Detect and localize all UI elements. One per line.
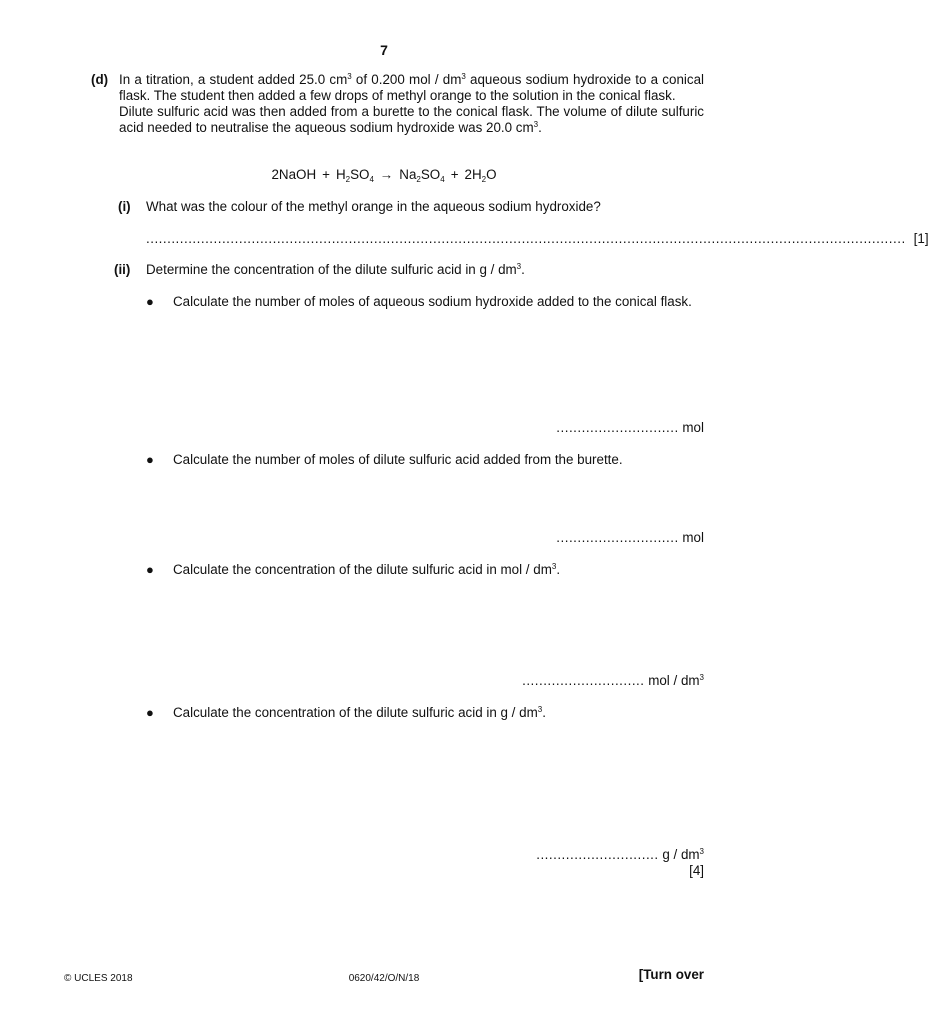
answer-line-i[interactable]: .................................................................................................................................................................................... [1] <box>146 231 929 246</box>
intro-paragraph-1: In a titration, a student added 25.0 $cm^3$ of 0.200 mol / $dm^3$ aqueous sodium hydroxide to a conical flask. The student then added a few drops of methyl orange to the solution in the conical flask. <box>119 72 704 103</box>
reaction-arrow: → <box>379 167 394 182</box>
sub-question-i-text: What was the colour of the methyl orange in the aqueous sodium hydroxide? <box>146 199 601 214</box>
turn-over-label: [Turn over <box>638 967 704 982</box>
unit-mol: mol <box>678 420 704 435</box>
sub-question-ii-label: (ii) <box>114 262 131 277</box>
answer-line-conc-g[interactable]: ............................. g / $dm^3$ <box>536 847 704 862</box>
sub-question-i-label: (i) <box>118 199 131 214</box>
intro-paragraph-2: Dilute sulfuric acid was then added from a burette to the conical flask. The volume of dilute sulfuric acid needed to neutralise the aqueous sodium hydroxide was 20.0 $cm^3$. <box>119 104 704 135</box>
unit-g-dm3: g / dm <box>658 847 700 862</box>
bullet-4-text: Calculate the concentration of the dilute sulfuric acid in g / $dm^3$. <box>173 705 546 720</box>
footer-copyright: © UCLES 2018 <box>64 973 133 984</box>
footer-paper-code: 0620/42/O/N/18 <box>348 973 420 984</box>
unit-mol: mol <box>678 530 704 545</box>
bullet-2-text: Calculate the number of moles of dilute sulfuric acid added from the burette. <box>173 452 623 467</box>
answer-line-moles-acid[interactable]: ............................. mol <box>556 530 704 545</box>
bullet-3-text: Calculate the concentration of the dilute sulfuric acid in mol / $dm^3$. <box>173 562 561 577</box>
part-label: (d) <box>91 72 109 87</box>
answer-line-conc-mol[interactable]: ............................. mol / $dm^3$ <box>522 673 704 688</box>
unit-mol-dm3: mol / dm <box>644 673 700 688</box>
question-intro <box>119 72 704 136</box>
marks-ii: [4] <box>689 863 704 878</box>
answer-line-moles-naoh[interactable]: ............................. mol <box>556 420 704 435</box>
marks-i: [1] <box>913 231 929 246</box>
chemical-equation: 2NaOH + $H_2SO_4 \to Na_2SO_4 + 2H_2O$ <box>271 167 497 184</box>
page-number: 7 <box>380 42 388 58</box>
bullet-icon: ● <box>146 562 154 577</box>
bullet-icon: ● <box>146 452 154 467</box>
sub-question-ii-text: Determine the concentration of the dilute sulfuric acid in g / $dm^3$. <box>146 262 525 277</box>
bullet-icon: ● <box>146 294 154 309</box>
bullet-icon: ● <box>146 705 154 720</box>
bullet-1-text: Calculate the number of moles of aqueous sodium hydroxide added to the conical flask. <box>173 294 692 309</box>
